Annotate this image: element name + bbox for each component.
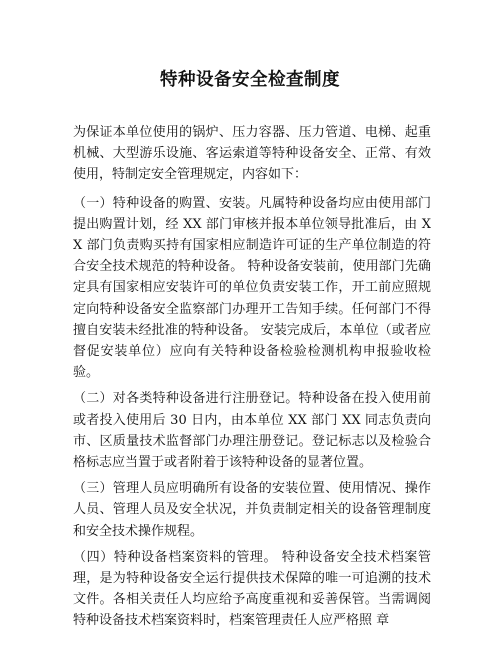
section-3-paragraph: （三）管理人员应明确所有设备的安装位置、使用情况、操作人员、管理人员及安全状况，并负责制定相关的设备管理制度和安全技术操作规程。 <box>73 481 431 539</box>
intro-paragraph: 为保证本单位使用的锅炉、压力容器、压力管道、电梯、起重机械、大型游乐设施、客运索道等特种设备安全、正常、有效使用，特制定安全管理规定，内容如下： <box>73 125 431 183</box>
document-title: 特种设备安全检查制度 <box>160 70 340 90</box>
document-body <box>73 122 431 637</box>
section-2-paragraph: （二）对各类特种设备进行注册登记。特种设备在投入使用前或者投入使用后 30 日内，由本单位 XX 部门 XX 同志负责向市、区质量技术监督部门办理注册登记。登记标志以及检验合格标志应当置于或者附着于该特种设备的显著位置。 <box>73 391 431 471</box>
section-4-paragraph: （四）特种设备档案资料的管理。 特种设备安全技术档案管理，是为特种设备安全运行提供技术保障的唯一可追溯的技术文件。各相关责任人均应给予高度重视和妥善保管。当需调阅特种设备技术档案资料时，档案管理责任人应严格照 章 <box>73 549 431 629</box>
section-1-paragraph: （一）特种设备的购置、安装。凡属特种设备均应由使用部门提出购置计划，经 XX 部门审核并报本单位领导批准后，由 XX 部门负责购买持有国家相应制造许可证的生产单位制造的符合安全技术规范的特种设备。 特种设备安装前，使用部门先确定具有国家相应安装许可的单位负责安装工作，开工前应照规定向特种设备安全监察部门办理开工告知手续。任何部门不得擅自安装未经批准的特种设备。 安装完成后，本单位（或者应督促安装单位）应向有关特种设备检验检测机构申报验收检验。 <box>73 195 431 381</box>
